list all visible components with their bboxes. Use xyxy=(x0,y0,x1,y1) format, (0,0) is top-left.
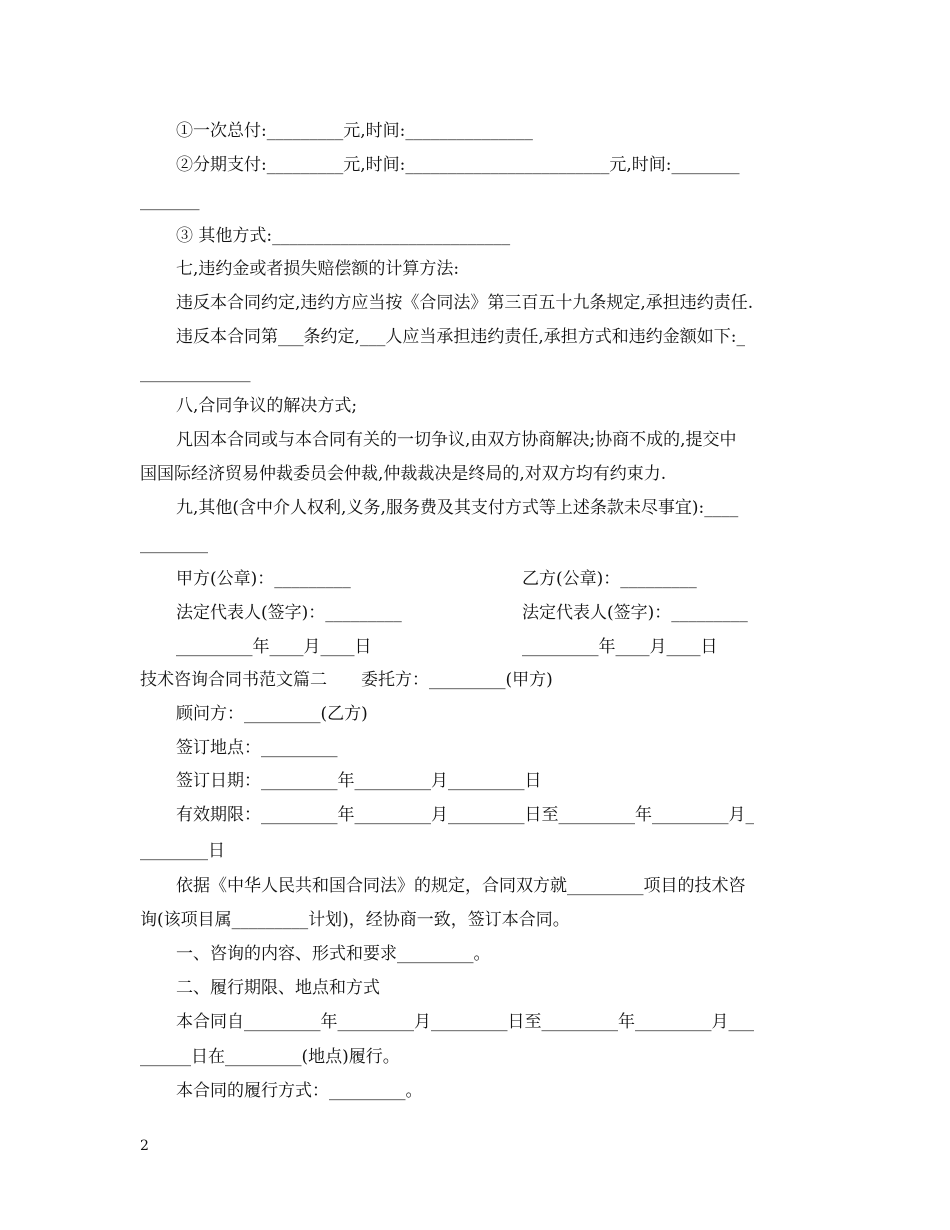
text-line-lump-sum: ①一次总付:_________元,时间:_______________ xyxy=(176,121,533,141)
text-line-consultant: 顾问方：_________(乙方) xyxy=(176,704,368,724)
section-heading-content: 一、咨询的内容、形式和要求_________。 xyxy=(176,944,491,964)
party-b-representative: 法定代表人(签字)：_________ xyxy=(522,603,748,623)
party-b-date: _________年____月____日 xyxy=(522,637,718,657)
text-line-installments: ②分期支付:_________元,时间:________________________元,时间:________ xyxy=(176,155,740,175)
party-a-seal: 甲方(公章)：_________ xyxy=(176,569,351,589)
text-line-breach-1: 违反本合同约定,违约方应当按《合同法》第三百五十九条规定,承担违约责任. xyxy=(176,293,754,313)
text-line-dispute-1: 凡因本合同或与本合同有关的一切争议,由双方协商解决;协商不成的,提交中 xyxy=(176,430,737,450)
text-line-sign-place: 签订地点：_________ xyxy=(176,738,338,758)
text-line-basis-2: 询(该项目属_________计划)，经协商一致，签订本合同。 xyxy=(140,910,570,930)
text-line-performance-method: 本合同的履行方式：_________。 xyxy=(176,1081,423,1101)
contract-title-part-2: 技术咨询合同书范文篇二 委托方：_________(甲方) xyxy=(140,670,553,690)
text-line-valid-period-cont: ________日 xyxy=(140,841,225,861)
text-line-breach-2: 违反本合同第___条约定,___人应当承担违约责任,承担方式和违约金额如下:_ xyxy=(176,327,746,347)
section-heading-7: 七,违约金或者损失赔偿额的计算方法: xyxy=(176,259,460,279)
text-line-other-cont: ________ xyxy=(140,534,208,554)
text-line-basis-1: 依据《中华人民共和国合同法》的规定，合同双方就_________项目的技术咨 xyxy=(176,876,746,896)
text-line-dispute-2: 国国际经济贸易仲裁委员会仲裁,仲裁裁决是终局的,对双方均有约束力. xyxy=(140,464,667,484)
text-line-installments-cont: _______ xyxy=(140,191,200,211)
party-a-date: _________年____月____日 xyxy=(176,637,372,657)
text-line-sign-date: 签订日期：_________年_________月_________日 xyxy=(176,771,542,791)
page-number: 2 xyxy=(140,1138,149,1154)
text-line-valid-period: 有效期限：_________年_________月_________日至_________年_________月_ xyxy=(176,805,754,825)
section-heading-performance: 二、履行期限、地点和方式 xyxy=(176,978,380,998)
text-line-other-method: ③ 其他方式:____________________________ xyxy=(176,226,511,246)
text-line-breach-cont: _____________ xyxy=(140,363,251,383)
section-heading-8: 八,合同争议的解决方式; xyxy=(176,396,358,416)
party-b-seal: 乙方(公章)：_________ xyxy=(522,569,697,589)
text-line-performance-1: 本合同自_________年_________月_________日至_________年_________月___ xyxy=(176,1012,754,1032)
party-a-representative: 法定代表人(签字)：_________ xyxy=(176,603,402,623)
section-heading-9: 九,其他(含中介人权利,义务,服务费及其支付方式等上述条款未尽事宜):____ xyxy=(176,498,739,518)
text-line-performance-2: ______日在_________(地点)履行。 xyxy=(140,1047,400,1067)
